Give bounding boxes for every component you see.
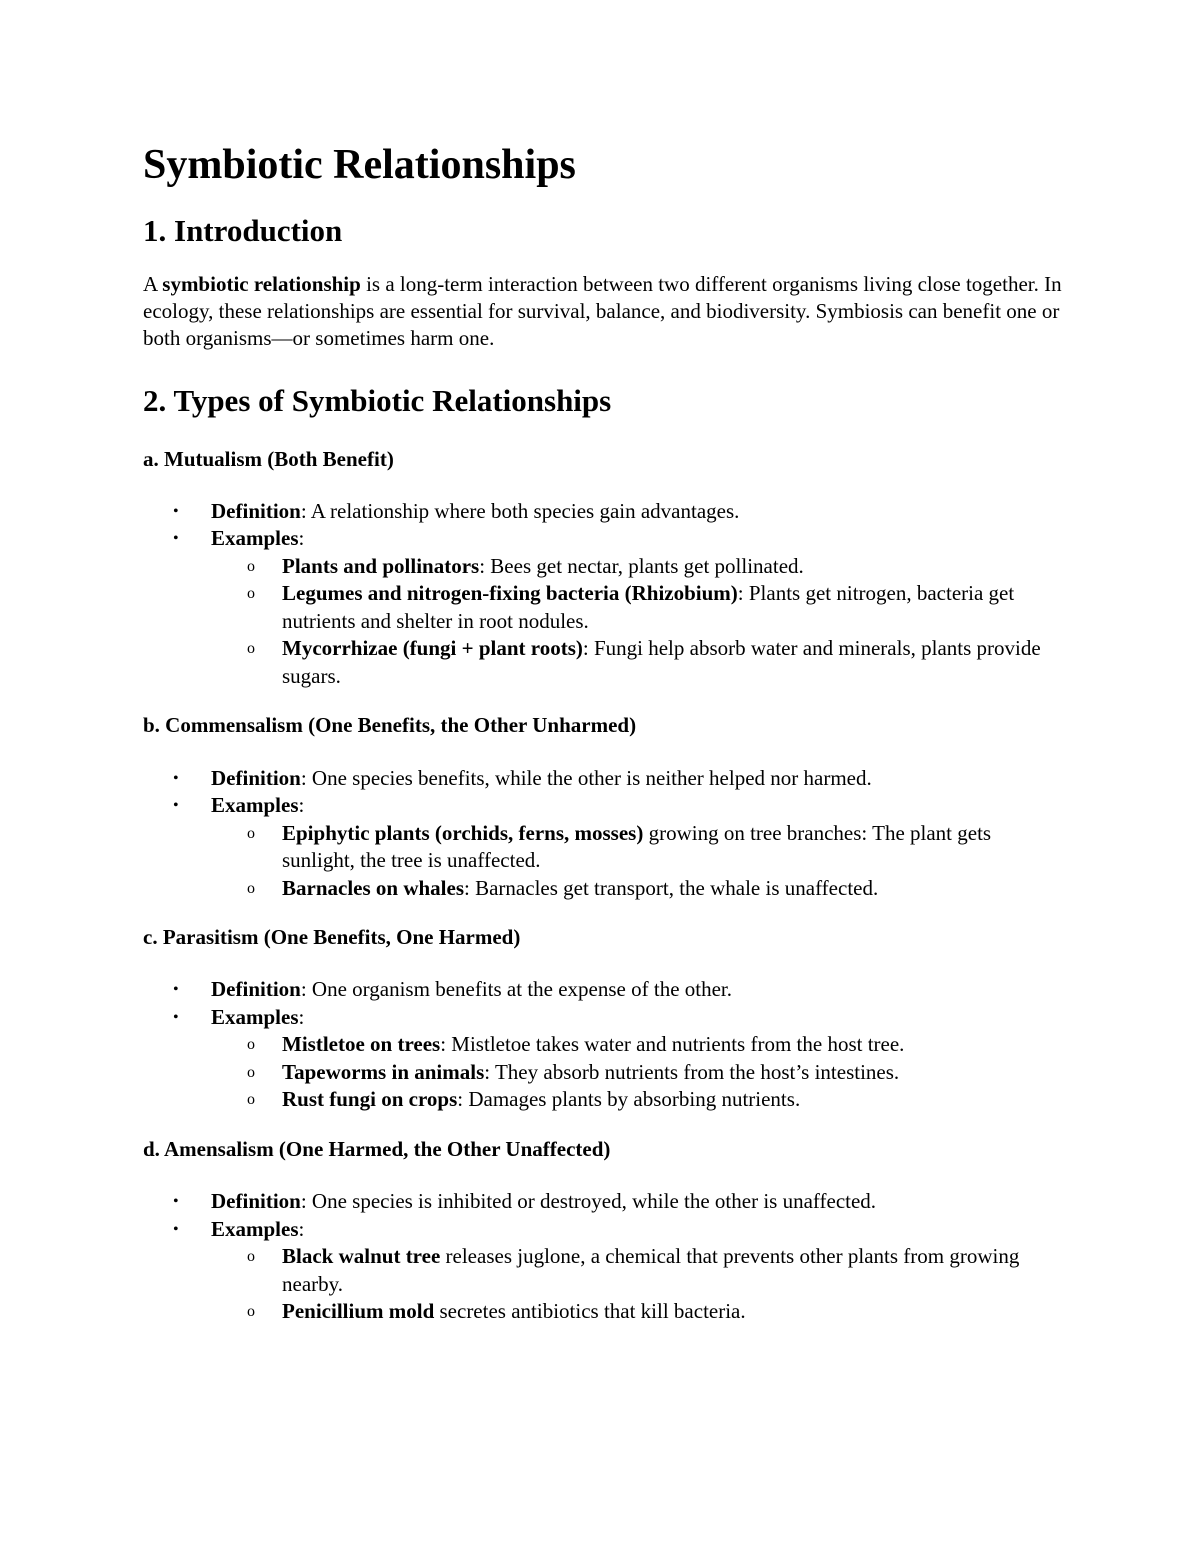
definition-text: : One species is inhibited or destroyed, while the other is unaffected. (300, 1189, 877, 1214)
example-term: Penicillium mold (282, 1299, 435, 1324)
example-term: Black walnut tree (282, 1244, 441, 1269)
example-item (211, 1059, 1063, 1087)
types-heading: 2. Types of Symbiotic Relationships (143, 382, 612, 418)
intro-paragraph (143, 271, 1063, 352)
example-term: Mycorrhizae (fungi + plant roots) (282, 636, 583, 661)
circle-bullet-icon: o (247, 824, 255, 842)
example-term: Epiphytic plants (orchids, ferns, mosses) (282, 820, 644, 845)
examples-label: Examples (211, 1004, 299, 1029)
examples-list (211, 553, 1063, 691)
definition-label: Definition (211, 765, 301, 790)
example-text: : Damages plants by absorbing nutrients. (457, 1087, 801, 1112)
examples-list (211, 820, 1063, 903)
definition-text: : One organism benefits at the expense of the other. (300, 977, 732, 1002)
examples-list (211, 1243, 1063, 1326)
example-term: Rust fungi on crops (282, 1087, 458, 1112)
circle-bullet-icon: o (247, 1063, 255, 1081)
circle-bullet-icon: o (247, 1091, 255, 1109)
examples-label: Examples (211, 793, 299, 818)
bullet-icon: • (173, 1220, 179, 1238)
intro-text: is a long-term interaction between two different organisms living close together. In ecology, these relationships are essential for survival, balance, and biodiversity. Symbiosis can benefit one or both organisms—or sometimes harm one. (143, 271, 1062, 350)
bullet-icon: • (173, 1193, 179, 1211)
example-text: : Barnacles get transport, the whale is unaffected. (464, 875, 879, 900)
list-item (143, 976, 1063, 1004)
examples-colon: : (298, 526, 305, 551)
definition-text: : A relationship where both species gain advantages. (300, 498, 740, 523)
examples-label: Examples (211, 526, 299, 551)
commensalism-list (143, 765, 1063, 903)
example-term: Legumes and nitrogen-fixing bacteria (Rhizobium) (282, 581, 738, 606)
examples-colon: : (298, 1216, 305, 1241)
list-item (143, 498, 1063, 526)
example-text: : Bees get nectar, plants get pollinated. (479, 553, 804, 578)
bullet-icon: • (173, 530, 179, 548)
intro-heading: 1. Introduction (143, 213, 343, 249)
list-item (143, 1188, 1063, 1216)
list-item (143, 525, 1063, 690)
list-item (143, 792, 1063, 902)
amensalism-list (143, 1188, 1063, 1326)
example-term: Mistletoe on trees (282, 1032, 441, 1057)
amensalism-heading: d. Amensalism (One Harmed, the Other Unaffected) (143, 1136, 611, 1161)
example-text: releases juglone, a chemical that prevents other plants from growing nearby. (282, 1244, 1020, 1296)
example-text: : They absorb nutrients from the host’s intestines. (484, 1059, 900, 1084)
circle-bullet-icon: o (247, 585, 255, 603)
example-item (211, 1298, 1063, 1326)
example-text: : Mistletoe takes water and nutrients from the host tree. (440, 1032, 905, 1057)
bullet-icon: • (173, 1008, 179, 1026)
example-item (211, 1243, 1063, 1298)
list-item (143, 765, 1063, 793)
bullet-icon: • (173, 502, 179, 520)
definition-label: Definition (211, 977, 301, 1002)
document-page (143, 140, 1063, 1326)
definition-text: : One species benefits, while the other is neither helped nor harmed. (300, 765, 872, 790)
definition-label: Definition (211, 1189, 301, 1214)
list-item (143, 1216, 1063, 1326)
intro-prefix: A (143, 271, 163, 296)
example-item (211, 1086, 1063, 1114)
bullet-icon: • (173, 981, 179, 999)
example-item (211, 820, 1063, 875)
example-text: : Fungi help absorb water and minerals, plants provide sugars. (282, 636, 1041, 688)
list-item (143, 1004, 1063, 1114)
example-item (211, 1031, 1063, 1059)
mutualism-heading: a. Mutualism (Both Benefit) (143, 446, 394, 471)
example-text: growing on tree branches: The plant gets sunlight, the tree is unaffected. (282, 820, 992, 873)
example-text: secretes antibiotics that kill bacteria. (434, 1299, 746, 1324)
examples-colon: : (298, 793, 305, 818)
example-item (211, 875, 1063, 903)
circle-bullet-icon: o (247, 557, 255, 575)
circle-bullet-icon: o (247, 640, 255, 658)
examples-label: Examples (211, 1216, 299, 1241)
parasitism-list (143, 976, 1063, 1114)
examples-colon: : (298, 1004, 305, 1029)
example-item (211, 553, 1063, 581)
circle-bullet-icon: o (247, 1248, 255, 1266)
circle-bullet-icon: o (247, 879, 255, 897)
page-title: Symbiotic Relationships (143, 142, 576, 188)
example-term: Tapeworms in animals (282, 1059, 485, 1084)
intro-term: symbiotic relationship (162, 271, 361, 296)
circle-bullet-icon: o (247, 1036, 255, 1054)
example-item (211, 580, 1063, 635)
mutualism-list (143, 498, 1063, 691)
bullet-icon: • (173, 769, 179, 787)
commensalism-heading: b. Commensalism (One Benefits, the Other Unharmed) (143, 713, 637, 738)
parasitism-heading: c. Parasitism (One Benefits, One Harmed) (143, 925, 521, 950)
example-term: Barnacles on whales (282, 875, 465, 900)
examples-list (211, 1031, 1063, 1114)
example-text: : Plants get nitrogen, bacteria get nutrients and shelter in root nodules. (282, 581, 1015, 633)
example-term: Plants and pollinators (282, 553, 480, 578)
definition-label: Definition (211, 498, 301, 523)
example-item (211, 635, 1063, 690)
bullet-icon: • (173, 797, 179, 815)
circle-bullet-icon: o (247, 1303, 255, 1321)
